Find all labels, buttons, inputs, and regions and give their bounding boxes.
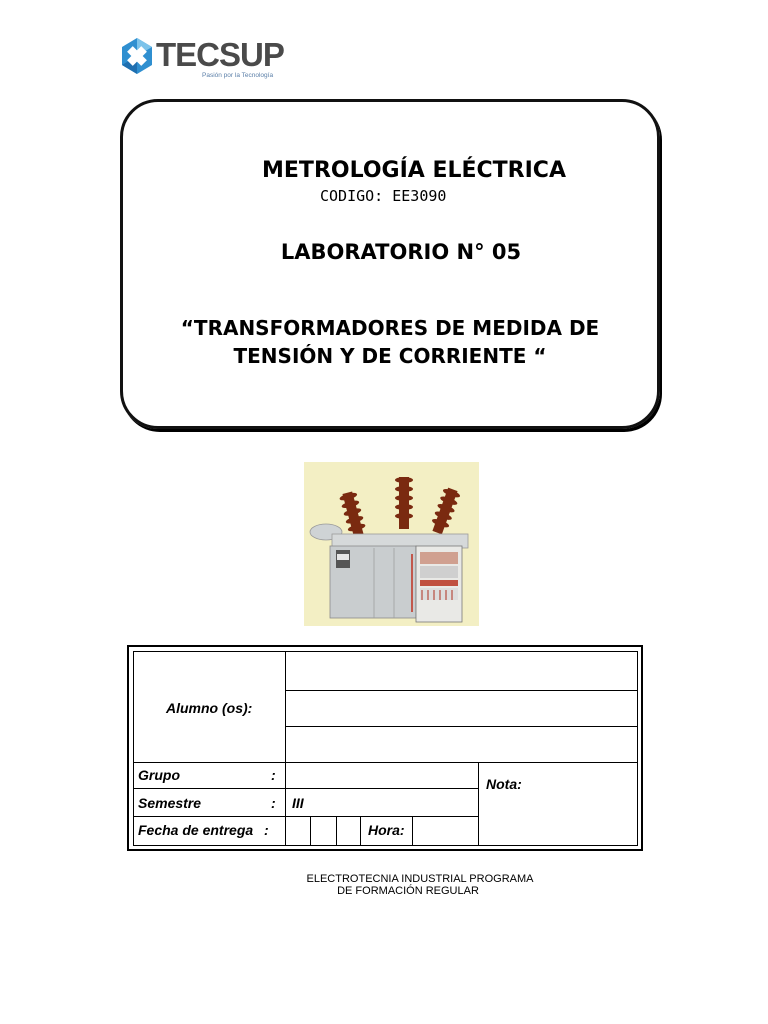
grupo-label: Grupo bbox=[138, 767, 180, 783]
fecha-label: Fecha de entrega bbox=[138, 822, 254, 838]
student-form bbox=[133, 651, 638, 846]
logo-tagline: Pasión por la Tecnología bbox=[202, 72, 274, 79]
program-footer bbox=[0, 873, 768, 897]
grupo-colon: : bbox=[271, 767, 276, 783]
footer-line-1: ELECTROTECNIA INDUSTRIAL PROGRAMA bbox=[306, 873, 534, 885]
transformer-image bbox=[304, 462, 479, 626]
logo-wordmark: TECSUP bbox=[156, 36, 284, 73]
semestre-label: Semestre bbox=[138, 795, 202, 811]
lab-topic-line-2: TENSIÓN Y DE CORRIENTE “ bbox=[233, 344, 547, 368]
lab-topic bbox=[140, 314, 640, 370]
semestre-value: III bbox=[292, 795, 304, 811]
course-title: METROLOGÍA ELÉCTRICA bbox=[262, 158, 566, 183]
semestre-colon: : bbox=[271, 795, 276, 811]
lab-topic-line-1: “TRANSFORMADORES DE MEDIDA DE bbox=[180, 316, 600, 340]
lab-number: LABORATORIO N° 05 bbox=[280, 240, 522, 264]
course-code: CODIGO: EE3090 bbox=[320, 187, 447, 205]
hora-label: Hora: bbox=[368, 822, 405, 838]
alumno-label: Alumno (os): bbox=[166, 700, 253, 716]
nota-label: Nota: bbox=[486, 776, 522, 792]
title-box bbox=[120, 99, 660, 429]
tecsup-emblem-icon bbox=[118, 36, 156, 76]
footer-line-2: DE FORMACIÓN REGULAR bbox=[337, 885, 479, 897]
tecsup-logo bbox=[118, 34, 288, 84]
fecha-colon: : bbox=[264, 822, 269, 838]
